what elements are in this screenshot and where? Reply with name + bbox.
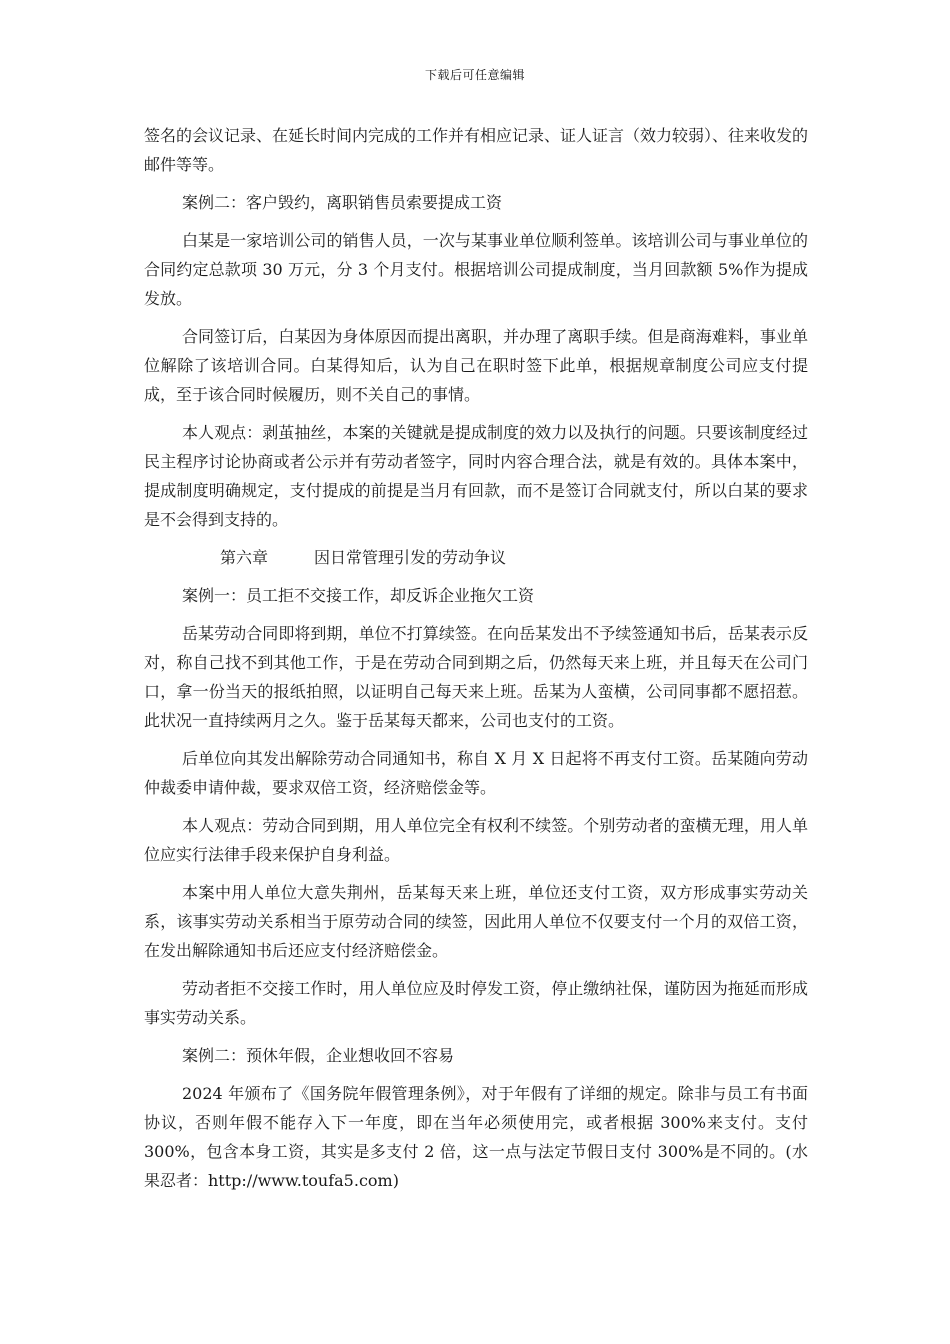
case-heading: 案例一：员工拒不交接工作，却反诉企业拖欠工资 bbox=[182, 586, 535, 605]
paragraph: 劳动者拒不交接工作时，用人单位应及时停发工资，停止缴纳社保，谨防因为拖延而形成事实劳动关系。 bbox=[144, 979, 808, 1027]
paragraph: 本人观点：剥茧抽丝，本案的关键就是提成制度的效力以及执行的问题。只要该制度经过民主程序讨论协商或者公示并有劳动者签字，同时内容合理合法，就是有效的。具体本案中，提成制度明确规定，支付提成的前提是当月有回款，而不是签订合同就支付，所以白某的要求是不会得到支持的。 bbox=[144, 423, 808, 529]
paragraph: 签名的会议记录、在延长时间内完成的工作并有相应记录、证人证言（效力较弱）、往来收发的邮件等等。 bbox=[144, 126, 809, 174]
page-header: 下载后可任意编辑 bbox=[424, 68, 525, 82]
chapter-heading bbox=[144, 543, 808, 572]
document-body bbox=[144, 121, 808, 1204]
paragraph: 白某是一家培训公司的销售人员，一次与某事业单位顺利签单。该培训公司与事业单位的合同约定总款项 30 万元，分 3 个月支付。根据培训公司提成制度，当月回款额 5%作为提成发放。 bbox=[144, 231, 808, 308]
paragraph: 本案中用人单位大意失荆州，岳某每天来上班，单位还支付工资，双方形成事实劳动关系，该事实劳动关系相当于原劳动合同的续签，因此用人单位不仅要支付一个月的双倍工资，在发出解除通知书后还应支付经济赔偿金。 bbox=[144, 883, 808, 960]
chapter-title: 因日常管理引发的劳动争议 bbox=[314, 548, 507, 567]
paragraph: 岳某劳动合同即将到期，单位不打算续签。在向岳某发出不予续签通知书后，岳某表示反对，称自己找不到其他工作，于是在劳动合同到期之后，仍然每天来上班，并且每天在公司门口，拿一份当天的报纸拍照，以证明自己每天来上班。岳某为人蛮横，公司同事都不愿招惹。此状况一直持续两月之久。鉴于岳某每天都来，公司也支付的工资。 bbox=[144, 624, 808, 730]
case-heading: 案例二：客户毁约，离职销售员索要提成工资 bbox=[182, 193, 503, 212]
paragraph: 2024 年颁布了《国务院年假管理条例》，对于年假有了详细的规定。除非与员工有书面协议，否则年假不能存入下一年度，即在当年必须使用完，或者根据 300%来支付。支付 300%，包含本身工资，其实是多支付 2 倍，这一点与法定节假日支付 300%是不同的。(水果忍者：http://www.toufa5.com) bbox=[144, 1084, 808, 1190]
paragraph: 后单位向其发出解除劳动合同通知书，称自 X 月 X 日起将不再支付工资。岳某随向劳动仲裁委申请仲裁，要求双倍工资，经济赔偿金等。 bbox=[144, 749, 808, 797]
chapter-number: 第六章 bbox=[220, 548, 269, 567]
paragraph: 合同签订后，白某因为身体原因而提出离职，并办理了离职手续。但是商海难料，事业单位解除了该培训合同。白某得知后，认为自己在职时签下此单，根据规章制度公司应支付提成，至于该合同时候履历，则不关自己的事情。 bbox=[144, 327, 808, 404]
case-heading: 案例二：预休年假，企业想收回不容易 bbox=[182, 1046, 455, 1065]
paragraph: 本人观点：劳动合同到期，用人单位完全有权利不续签。个别劳动者的蛮横无理，用人单位应实行法律手段来保护自身利益。 bbox=[144, 816, 808, 864]
